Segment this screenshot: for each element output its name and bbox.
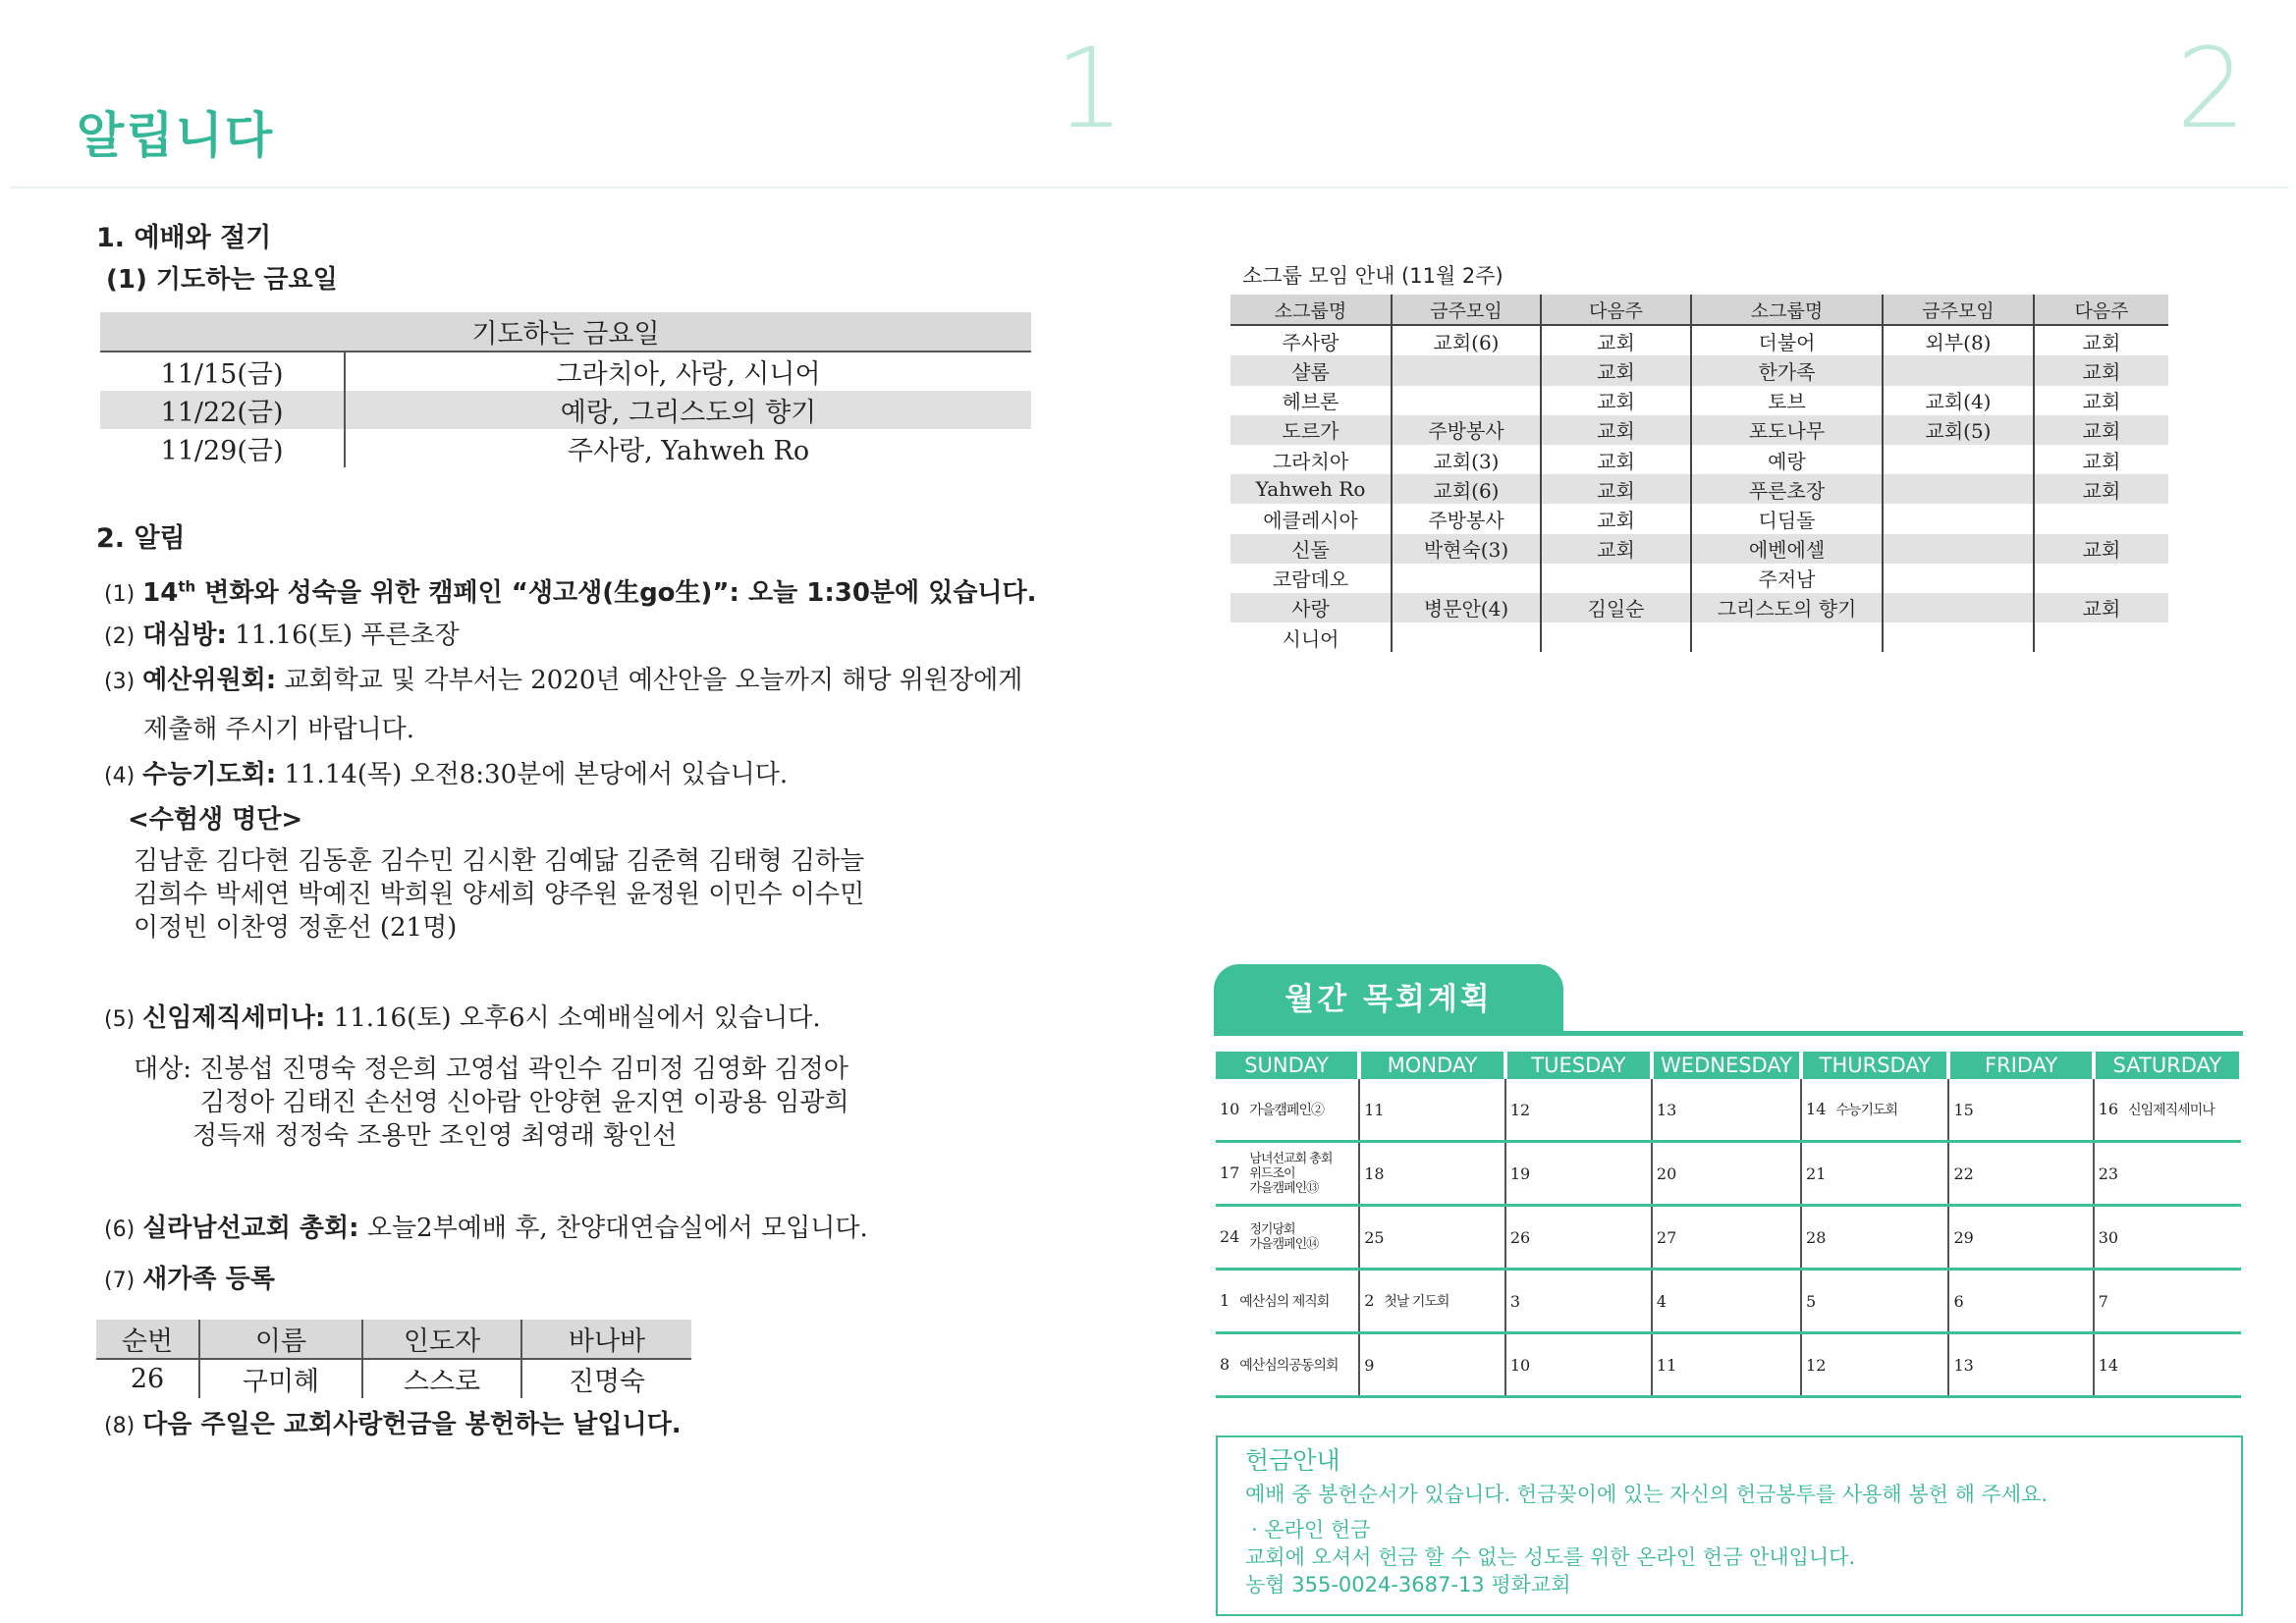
notice-1-num: (1): [104, 581, 136, 607]
weekday-wednesday: WEDNESDAY: [1652, 1052, 1801, 1079]
sg-cell: Yahweh Ro: [1230, 474, 1392, 504]
prayer-date: 11/22(금): [100, 391, 345, 429]
notice-2-label: 대심방:: [142, 621, 227, 650]
header-divider: [10, 187, 2288, 189]
table-row: [100, 429, 1031, 467]
calendar-date: 1: [1220, 1291, 1230, 1310]
sg-cell: 교회: [1541, 325, 1691, 355]
sg-cell: 외부(8): [1883, 325, 2034, 355]
sg-cell: 교회(6): [1392, 325, 1541, 355]
notice-3-num: (3): [104, 670, 136, 694]
family-header-no: 순번: [96, 1320, 199, 1359]
table-row: [1230, 415, 2168, 445]
weekday-tuesday: TUESDAY: [1505, 1052, 1652, 1079]
seminar-names-3: 정득재 정정숙 조용만 조인영 최영래 황인선: [192, 1121, 678, 1151]
sg-cell: 예랑: [1691, 445, 1883, 474]
table-row: [100, 352, 1031, 391]
calendar-weekday-row: [1216, 1052, 2241, 1079]
sg-cell: 교회: [2034, 355, 2168, 385]
weekday-monday: MONDAY: [1359, 1052, 1505, 1079]
sg-header-cell: 다음주: [2034, 295, 2168, 325]
sg-cell: [1392, 622, 1541, 652]
monthly-calendar: [1216, 1052, 2243, 1398]
weekday-sunday: SUNDAY: [1216, 1052, 1359, 1079]
calendar-event: 남녀선교회 총회 위드조이 가을캠페인⑬: [1249, 1151, 1333, 1196]
family-header-name: 이름: [199, 1320, 362, 1359]
sg-cell: 교회: [1541, 415, 1691, 445]
calendar-day[interactable]: [1359, 1142, 1505, 1206]
calendar-date: 25: [1364, 1227, 1385, 1247]
sg-cell: 교회: [1541, 445, 1691, 474]
notice-3: [104, 664, 1022, 699]
prayer-friday-table: [100, 312, 1031, 467]
family-no: 26: [96, 1359, 199, 1398]
section-2-title: 2. 알림: [96, 523, 186, 554]
sg-cell: 주방봉사: [1392, 504, 1541, 533]
weekday-saturday: SATURDAY: [2094, 1052, 2241, 1079]
offering-line-1: 예배 중 봉헌순서가 있습니다. 헌금꽂이에 있는 자신의 헌금봉투를 사용해 봉헌 해 주세요.: [1245, 1483, 2049, 1506]
sg-cell: 교회: [2034, 415, 2168, 445]
section-1-sub-text: (1) 기도하는 금요일: [106, 265, 338, 295]
prayer-groups: 예랑, 그리스도의 향기: [345, 391, 1031, 429]
calendar-date: 27: [1656, 1227, 1677, 1247]
calendar-event: 예산심의 제직회: [1239, 1294, 1330, 1310]
notice-7-label: 새가족 등록: [142, 1265, 275, 1294]
calendar-day[interactable]: [1216, 1079, 1359, 1142]
calendar-event: 예산심의공동의회: [1239, 1358, 1339, 1374]
sg-cell: 그라치아: [1230, 445, 1392, 474]
family-header-guide: 인도자: [362, 1320, 521, 1359]
calendar-event: 수능기도회: [1835, 1103, 1898, 1118]
notice-4: [104, 758, 788, 793]
notice-6-num: (6): [104, 1217, 136, 1242]
calendar-day[interactable]: [1948, 1270, 2093, 1333]
calendar-day[interactable]: [1801, 1270, 1948, 1333]
notice-6-label: 실라남선교회 총회:: [142, 1214, 359, 1243]
sg-cell: 교회(5): [1883, 415, 2034, 445]
page-number-right: 2: [2176, 26, 2247, 153]
sg-header-cell: 다음주: [1541, 295, 1691, 325]
table-row: [96, 1359, 691, 1398]
calendar-date: 10: [1509, 1355, 1531, 1375]
table-row: [1230, 474, 2168, 504]
student-names-1: 김남훈 김다현 김동훈 김수민 김시환 김예닮 김준혁 김태형 김하늘: [134, 846, 865, 876]
calendar-date: 13: [1953, 1355, 1974, 1375]
sg-cell: 더불어: [1691, 325, 1883, 355]
sg-cell: 한가족: [1691, 355, 1883, 385]
sg-cell: 박현숙(3): [1392, 534, 1541, 564]
calendar-event: 가을캠페인②: [1249, 1103, 1324, 1118]
notice-5-num: (5): [104, 1007, 136, 1032]
notice-5-text: 11.16(토) 오후6시 소예배실에서 있습니다.: [325, 1003, 821, 1033]
family-guide: 스스로: [362, 1359, 521, 1398]
sg-cell: [1883, 355, 2034, 385]
calendar-date: 8: [1220, 1355, 1230, 1374]
sg-header-cell: 소그룹명: [1230, 295, 1392, 325]
notice-3-label: 예산위원회:: [142, 666, 277, 695]
prayer-date: 11/29(금): [100, 429, 345, 467]
calendar-day[interactable]: [1505, 1206, 1652, 1270]
calendar-date: 11: [1656, 1355, 1677, 1375]
calendar-date: 5: [1806, 1291, 1817, 1311]
family-name: 구미혜: [199, 1359, 362, 1398]
notice-1: [104, 569, 1037, 612]
table-row: [96, 1320, 691, 1359]
notice-2-num: (2): [104, 624, 136, 649]
prayer-table-header: [100, 312, 1031, 352]
calendar-date: 17: [1220, 1163, 1240, 1182]
notice-8: [104, 1408, 682, 1443]
sg-cell: [1691, 622, 1883, 652]
sg-cell: 교회: [1541, 386, 1691, 415]
offering-line-3: 교회에 오셔서 헌금 할 수 없는 성도를 위한 온라인 헌금 안내입니다.: [1245, 1545, 1856, 1569]
calendar-day[interactable]: [1652, 1079, 1801, 1142]
new-family-table: [96, 1320, 691, 1398]
weekday-thursday: THURSDAY: [1801, 1052, 1948, 1079]
sg-cell: [2034, 622, 2168, 652]
sg-cell: 교회: [2034, 593, 2168, 622]
offering-account: 농협 355-0024-3687-13 평화교회: [1245, 1573, 1571, 1596]
table-row: [1230, 564, 2168, 593]
sg-cell: [1883, 564, 2034, 593]
sg-cell: 교회: [1541, 504, 1691, 533]
sg-cell: [2034, 504, 2168, 533]
calendar-day[interactable]: [2094, 1142, 2241, 1206]
sg-cell: 포도나무: [1691, 415, 1883, 445]
calendar-date: 13: [1656, 1100, 1677, 1119]
table-row: [1230, 504, 2168, 533]
sg-cell: [1392, 386, 1541, 415]
sg-cell: 도르가: [1230, 415, 1392, 445]
calendar-week: [1216, 1270, 2241, 1333]
sg-cell: [1392, 355, 1541, 385]
calendar-day[interactable]: [1801, 1142, 1948, 1206]
notice-5-label: 신임제직세미나:: [142, 1003, 326, 1033]
calendar-day[interactable]: [1948, 1142, 2093, 1206]
sg-cell: [1883, 504, 2034, 533]
calendar-date: 21: [1806, 1163, 1827, 1183]
family-barnabas: 진명숙: [568, 1367, 646, 1397]
calendar-day[interactable]: [1801, 1333, 1948, 1397]
calendar-day[interactable]: [1216, 1270, 1359, 1333]
calendar-date: 4: [1656, 1291, 1667, 1311]
notice-8-text: 다음 주일은 교회사랑헌금을 봉헌하는 날입니다.: [142, 1410, 682, 1439]
offering-title: 헌금안내: [1245, 1446, 1340, 1475]
prayer-table-header-cell: 기도하는 금요일: [100, 312, 1031, 352]
calendar-date: 2: [1364, 1291, 1375, 1310]
sg-cell: 주저남: [1691, 564, 1883, 593]
notice-4-label: 수능기도회:: [142, 760, 277, 789]
notice-1-pre: 14: [142, 577, 179, 608]
table-row: [1230, 622, 2168, 652]
sg-cell: 교회: [2082, 449, 2121, 473]
sg-cell: [1883, 534, 2034, 564]
sg-cell: 교회: [2034, 474, 2168, 504]
section-1-sub: [106, 259, 338, 296]
sg-cell: 디딤돌: [1691, 504, 1883, 533]
notice-8-num: (8): [104, 1414, 136, 1438]
sg-cell: [1541, 622, 1691, 652]
calendar-day[interactable]: [1801, 1206, 1948, 1270]
small-group-title: 소그룹 모임 안내 (11월 2주): [1242, 264, 1503, 288]
sg-cell: [2034, 564, 2168, 593]
sg-header-cell: 소그룹명: [1691, 295, 1883, 325]
sg-cell: 교회(3): [1392, 445, 1541, 474]
calendar-day[interactable]: [1652, 1333, 1801, 1397]
table-row: [100, 391, 1031, 429]
calendar-day[interactable]: [1505, 1270, 1652, 1333]
calendar-week: [1216, 1333, 2241, 1397]
sg-cell: [1541, 564, 1691, 593]
calendar-day[interactable]: [1652, 1270, 1801, 1333]
calendar-date: 11: [1364, 1100, 1385, 1119]
sg-cell: [1883, 622, 2034, 652]
sg-cell: 병문안(4): [1392, 593, 1541, 622]
calendar-day[interactable]: [2094, 1079, 2241, 1142]
notice-7: [104, 1263, 275, 1298]
sg-header-cell: 금주모임: [1392, 295, 1541, 325]
prayer-groups: 주사랑, Yahweh Ro: [567, 436, 810, 466]
calendar-day[interactable]: [1652, 1206, 1801, 1270]
sg-cell: 주방봉사: [1392, 415, 1541, 445]
section-1-title: 1. 예배와 절기: [96, 223, 272, 253]
notice-4-sub: [128, 803, 302, 837]
calendar-date: 29: [1953, 1227, 1974, 1247]
calendar-date: 6: [1953, 1291, 1964, 1311]
table-row: [1230, 445, 2168, 474]
calendar-date: 28: [1806, 1227, 1827, 1247]
prayer-date: 11/15(금): [100, 352, 345, 391]
page-number-left: 1: [1055, 26, 1125, 153]
calendar-day[interactable]: [1359, 1270, 1505, 1333]
calendar-day[interactable]: [2094, 1270, 2241, 1333]
sg-cell: 코람데오: [1230, 564, 1392, 593]
calendar-date: 14: [2098, 1355, 2119, 1375]
sg-cell: 주사랑: [1230, 325, 1392, 355]
calendar-date: 10: [1220, 1100, 1240, 1118]
sg-cell: 에클레시아: [1230, 504, 1392, 533]
sg-cell: 그리스도의 향기: [1691, 593, 1883, 622]
calendar-day[interactable]: [1359, 1206, 1505, 1270]
calendar-day[interactable]: [1216, 1206, 1359, 1270]
calendar-day[interactable]: [1505, 1079, 1652, 1142]
sg-cell: 헤브론: [1230, 386, 1392, 415]
calendar-day[interactable]: [1359, 1079, 1505, 1142]
student-names-3: 이정빈 이찬영 정훈선 (21명): [134, 913, 458, 943]
sg-cell: 교회: [2082, 330, 2121, 354]
sg-cell: [1883, 445, 2034, 474]
calendar-date: 15: [1953, 1100, 1974, 1119]
sg-cell: 교회: [2034, 534, 2168, 564]
calendar-week: [1216, 1079, 2241, 1142]
calendar-date: 30: [2098, 1227, 2119, 1247]
calendar-event: 첫날 기도회: [1384, 1294, 1449, 1310]
seminar-names-1: 대상: 진봉섭 진명숙 정은희 고영섭 곽인수 김미정 김영화 김정아: [134, 1055, 848, 1084]
calendar-week: [1216, 1142, 2241, 1206]
calendar-day[interactable]: [1216, 1333, 1359, 1397]
calendar-date: 12: [1806, 1355, 1827, 1375]
sg-cell: 교회(4): [1883, 386, 2034, 415]
notice-6: [104, 1212, 868, 1247]
calendar-day[interactable]: [1216, 1142, 1359, 1206]
notice-4-num: (4): [104, 764, 136, 788]
notice-2: [104, 619, 460, 654]
sg-cell: 교회: [2082, 390, 2121, 414]
table-row: [1230, 355, 2168, 385]
sg-cell: [1883, 474, 2034, 504]
notice-4-sub-text: <수험생 명단>: [128, 805, 303, 835]
calendar-day[interactable]: [1801, 1079, 1948, 1142]
calendar-day[interactable]: [1948, 1079, 2093, 1142]
offering-online-label: · 온라인 헌금: [1251, 1518, 1371, 1542]
calendar-date: 26: [1509, 1227, 1531, 1247]
calendar-date: 7: [2098, 1291, 2108, 1311]
small-group-header: [1230, 295, 2168, 325]
sg-cell: [1392, 564, 1541, 593]
table-row: [1230, 593, 2168, 622]
calendar-day[interactable]: [1505, 1142, 1652, 1206]
calendar-date: 19: [1509, 1163, 1531, 1183]
notice-3-text: 교회학교 및 각부서는 2020년 예산안을 오늘까지 해당 위원장에게: [276, 666, 1023, 695]
calendar-event: 신임제직세미나: [2128, 1103, 2214, 1118]
sg-cell: 토브: [1691, 386, 1883, 415]
sg-cell: 푸른초장: [1691, 474, 1883, 504]
small-group-table: [1230, 295, 2168, 652]
table-row: [1230, 534, 2168, 564]
prayer-groups: 그라치아, 사랑, 시니어: [556, 359, 821, 390]
table-row: [1230, 386, 2168, 415]
page-title: 알립니다: [77, 107, 275, 164]
calendar-date: 3: [1509, 1291, 1521, 1311]
notice-2-text: 11.16(토) 푸른초장: [226, 621, 460, 650]
calendar-day[interactable]: [2094, 1333, 2241, 1397]
sg-cell: 사랑: [1230, 593, 1392, 622]
notice-4-text: 11.14(목) 오전8:30분에 본당에서 있습니다.: [276, 760, 789, 789]
calendar-title-line: [1214, 1031, 2243, 1036]
calendar-date: 18: [1364, 1163, 1385, 1183]
sg-cell: 에벤에셀: [1691, 534, 1883, 564]
calendar-day[interactable]: [1652, 1142, 1801, 1206]
calendar-date: 14: [1806, 1100, 1827, 1118]
calendar-date: 24: [1220, 1226, 1240, 1246]
weekday-friday: FRIDAY: [1948, 1052, 2093, 1079]
calendar-day[interactable]: [1948, 1206, 2093, 1270]
notice-7-num: (7): [104, 1269, 136, 1293]
sg-cell: [1883, 593, 2034, 622]
sg-cell: 신돌: [1230, 534, 1392, 564]
sg-cell: 김일순: [1541, 593, 1691, 622]
calendar-date: 23: [2098, 1163, 2119, 1183]
calendar-date: 9: [1364, 1355, 1375, 1375]
calendar-day[interactable]: [1948, 1333, 2093, 1397]
sg-cell: 시니어: [1230, 622, 1392, 652]
calendar-day[interactable]: [1505, 1333, 1652, 1397]
sg-header-cell: 금주모임: [1883, 295, 2034, 325]
sg-cell: 교회: [1541, 474, 1691, 504]
student-names-2: 김희수 박세연 박예진 박희원 양세희 양주원 윤정원 이민수 이수민: [134, 880, 865, 909]
table-row: [1230, 325, 2168, 355]
sg-cell: 교회(6): [1392, 474, 1541, 504]
calendar-date: 16: [2098, 1100, 2119, 1118]
notice-1-text: 변화와 성숙을 위한 캠페인 “생고생(生go生)”: 오늘 1:30분에 있습니다.: [195, 577, 1037, 608]
seminar-names-2: 김정아 김태진 손선영 신아람 안양현 윤지연 이광용 임광희: [200, 1088, 849, 1117]
sg-cell: 교회: [1541, 534, 1691, 564]
calendar-title-tab: 월간 목회계획: [1214, 964, 1563, 1033]
calendar-date: 20: [1656, 1163, 1677, 1183]
calendar-day[interactable]: [1359, 1333, 1505, 1397]
notice-3-text2: 제출해 주시기 바랍니다.: [143, 715, 414, 744]
family-header-barnabas: 바나바: [521, 1320, 691, 1359]
notice-5: [104, 1001, 821, 1037]
calendar-date: 12: [1509, 1100, 1531, 1119]
notice-6-text: 오늘2부예배 후, 찬양대연습실에서 모입니다.: [358, 1214, 868, 1243]
calendar-event: 정기당회 가을캠페인⑭: [1249, 1222, 1319, 1252]
notice-1-sup: th: [178, 577, 196, 595]
sg-cell: 교회: [1541, 355, 1691, 385]
calendar-week: [1216, 1206, 2241, 1270]
sg-cell: 샬롬: [1230, 355, 1392, 385]
calendar-date: 22: [1953, 1163, 1974, 1183]
calendar-day[interactable]: [2094, 1206, 2241, 1270]
